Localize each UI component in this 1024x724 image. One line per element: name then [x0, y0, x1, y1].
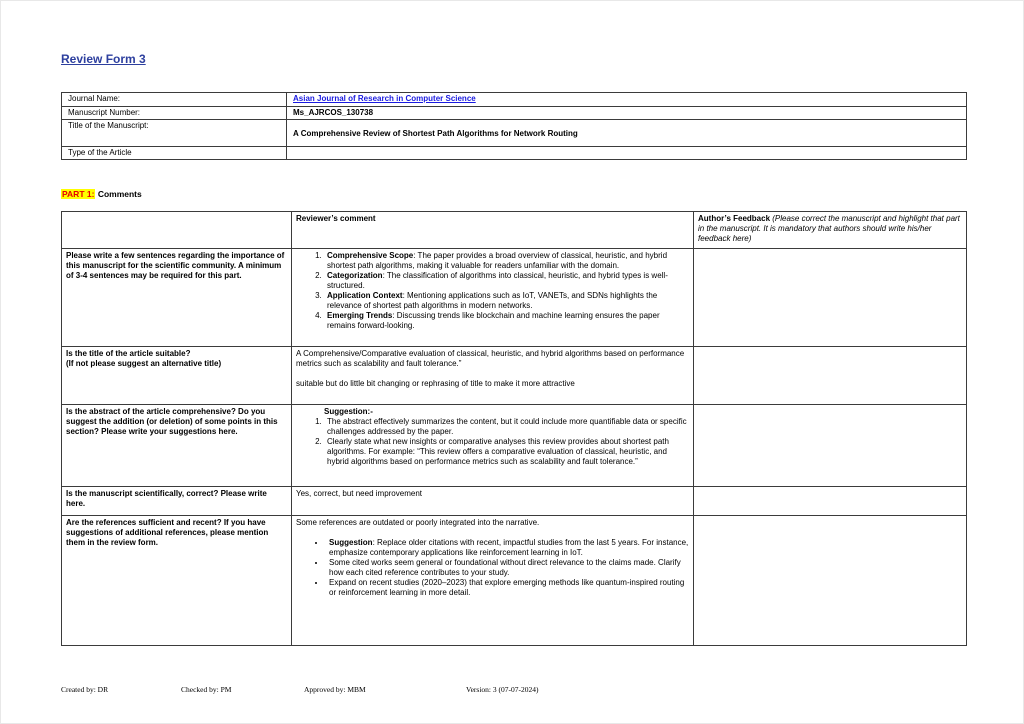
abstract-suggestion-list	[296, 417, 689, 467]
table-row	[62, 147, 967, 160]
importance-list	[296, 251, 689, 331]
part1-heading	[61, 189, 142, 199]
journal-link[interactable]: Asian Journal of Research in Computer Science	[293, 94, 476, 103]
reviewer-comment-references	[292, 516, 694, 646]
info-value-journal	[287, 93, 967, 107]
info-label-journal: Journal Name:	[62, 93, 287, 107]
header-question-cell	[62, 212, 292, 249]
page-title: Review Form 3	[61, 52, 146, 66]
list-item: 4. Emerging Trends: Discussing trends like blockchain and machine learning ensures the paper remains forward-looking.	[324, 311, 689, 331]
table-header-row	[62, 212, 967, 249]
table-row-references	[62, 516, 967, 646]
references-bullet-list	[296, 538, 689, 598]
info-value-article-type	[287, 147, 967, 160]
table-row-title-suitable	[62, 347, 967, 405]
reviewer-comment-abstract	[292, 405, 694, 487]
info-label-manuscript-number: Manuscript Number:	[62, 107, 287, 120]
table-row-abstract	[62, 405, 967, 487]
list-item: 2. Categorization: The classification of algorithms into classical, heuristic, and hybrid types is well-structured.	[324, 271, 689, 291]
footer-created-by: Created by: DR	[61, 685, 109, 694]
table-row	[62, 107, 967, 120]
reviewer-comment-scientific: Yes, correct, but need improvement	[292, 487, 694, 516]
comment-paragraph: suitable but do little bit changing or rephrasing of title to make it more attractive	[296, 379, 575, 388]
list-item: 1. The abstract effectively summarizes the content, but it could include more quantifiable data or specific challenges addressed by the paper.	[324, 417, 689, 437]
info-label-title: Title of the Manuscript:	[62, 120, 287, 147]
list-item: 1. Comprehensive Scope: The paper provides a broad overview of classical, heuristic, and hybrid shortest path algorithms, making it valuable for readers unfamiliar with the domain.	[324, 251, 689, 271]
manuscript-info-table	[61, 92, 967, 160]
list-item: 3. Application Context: Mentioning applications such as IoT, VANETs, and SDNs highlights the relevance of shortest path algorithms in modern networks.	[324, 291, 689, 311]
part1-badge: PART 1:	[62, 189, 95, 199]
author-feedback-cell[interactable]	[694, 516, 967, 646]
author-feedback-note: (Please correct the manuscript and highlight that part in the manuscript. It is mandatory that authors should write his/her feedback here)	[698, 214, 960, 243]
table-row-scientific-correct	[62, 487, 967, 516]
part1-label: Comments	[97, 189, 142, 199]
question-scientific-correct: Is the manuscript scientifically, correct? Please write here.	[62, 487, 292, 516]
table-row	[62, 93, 967, 107]
comments-table	[61, 211, 967, 646]
author-feedback-cell[interactable]	[694, 487, 967, 516]
info-label-article-type: Type of the Article	[62, 147, 287, 160]
footer-checked-by: Checked by: PM	[181, 685, 232, 694]
author-feedback-cell[interactable]	[694, 347, 967, 405]
header-author-feedback	[694, 212, 967, 249]
question-abstract: Is the abstract of the article comprehensive? Do you suggest the addition (or deletion) of some points in this section? Please write your suggestions here.	[62, 405, 292, 487]
suggestion-heading: Suggestion:-	[324, 407, 373, 416]
question-references: Are the references sufficient and recent? If you have suggestions of additional references, please mention them in the review form.	[62, 516, 292, 646]
question-importance: Please write a few sentences regarding the importance of this manuscript for the scientific community. A minimum of 3-4 sentences may be required for this part.	[62, 249, 292, 347]
comment-paragraph: A Comprehensive/Comparative evaluation of classical, heuristic, and hybrid algorithms based on performance metrics such as scalability and fault tolerance.”	[296, 349, 685, 368]
reviewer-comment-importance	[292, 249, 694, 347]
table-row	[62, 120, 967, 147]
info-value-title: A Comprehensive Review of Shortest Path Algorithms for Network Routing	[287, 120, 967, 147]
author-feedback-label: Author’s Feedback	[698, 214, 773, 223]
list-item: • Some cited works seem general or foundational without direct relevance to the claims made. Clarify how each cited reference contributes to your study.	[326, 558, 689, 578]
list-item: 2. Clearly state what new insights or comparative analyses this review provides about shortest path algorithms. For example: “This review offers a comparative evaluation of classical, heuristic, and hybrid algorithms based on performance metrics such as scalability and fault tolerance.”	[324, 437, 689, 467]
reviewer-comment-title	[292, 347, 694, 405]
list-item: • Suggestion: Replace older citations with recent, impactful studies from the last 5 years. For instance, emphasize contemporary applications like reinforcement learning in IoT.	[326, 538, 689, 558]
references-intro: Some references are outdated or poorly integrated into the narrative.	[296, 518, 540, 527]
footer-version: Version: 3 (07-07-2024)	[466, 685, 539, 694]
author-feedback-cell[interactable]	[694, 405, 967, 487]
table-row-importance	[62, 249, 967, 347]
footer-approved-by: Approved by: MBM	[304, 685, 366, 694]
list-item: • Expand on recent studies (2020–2023) that explore emerging methods like quantum-inspired routing or reinforcement learning in more detail.	[326, 578, 689, 598]
author-feedback-cell[interactable]	[694, 249, 967, 347]
header-reviewer-comment: Reviewer’s comment	[292, 212, 694, 249]
question-title-suitable: Is the title of the article suitable? (If not please suggest an alternative title)	[62, 347, 292, 405]
info-value-manuscript-number: Ms_AJRCOS_130738	[287, 107, 967, 120]
